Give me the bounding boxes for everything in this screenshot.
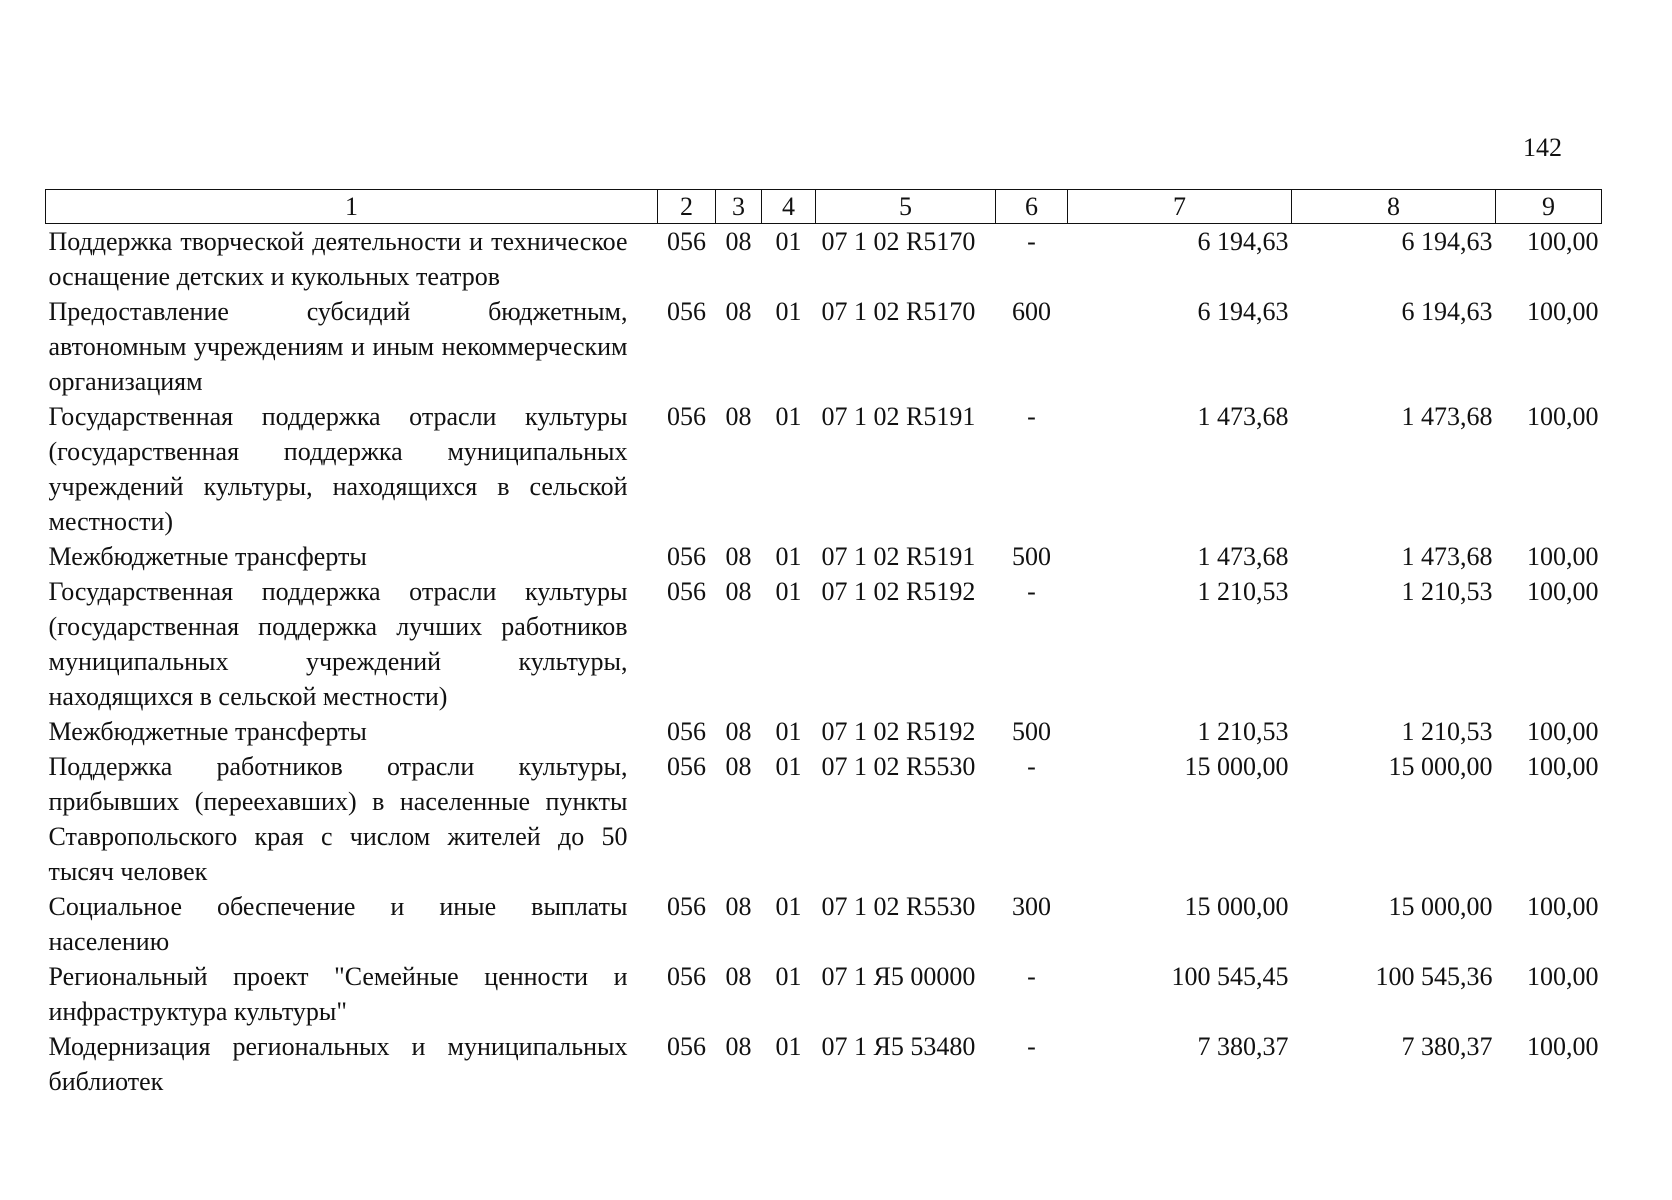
row-col-8: 6 194,63 — [1401, 227, 1493, 256]
row-col-2: 056 — [667, 1032, 706, 1061]
row-col-4: 01 — [775, 962, 802, 991]
row-col-5: 07 1 02 R5192 — [821, 577, 976, 606]
row-description: Межбюджетные трансферты — [48, 542, 367, 571]
row-col-7: 1 473,68 — [1197, 542, 1289, 571]
row-col-9: 100,00 — [1527, 402, 1599, 431]
row-col-8: 15 000,00 — [1388, 752, 1493, 781]
row-col-7: 1 210,53 — [1197, 577, 1289, 606]
row-col-4: 01 — [775, 752, 802, 781]
row-description: Поддержка работников отрасли культуры, прибывших (переехавших) в населенные пункты Ставропольского края с числом жителей до 50 тысяч человек — [48, 752, 628, 886]
row-col-5: 07 1 02 R5170 — [821, 227, 976, 256]
row-description: Государственная поддержка отрасли культуры (государственная поддержка лучших работников муниципальных учреждений культуры, находящихся в сельской местности) — [48, 577, 628, 711]
table-row — [46, 714, 1602, 749]
row-col-6: - — [1027, 402, 1036, 431]
row-col-6: 500 — [1012, 542, 1051, 571]
row-col-8: 1 210,53 — [1401, 717, 1493, 746]
row-col-2: 056 — [667, 892, 706, 921]
column-header-6: 6 — [996, 190, 1068, 224]
row-col-9: 100,00 — [1527, 962, 1599, 991]
row-col-3: 08 — [725, 542, 752, 571]
row-description: Поддержка творческой деятельности и техническое оснащение детских и кукольных театров — [48, 227, 628, 291]
table-row — [46, 959, 1602, 1029]
page-number: 142 — [1523, 133, 1562, 162]
column-header-7: 7 — [1068, 190, 1292, 224]
row-col-9: 100,00 — [1527, 1032, 1599, 1061]
row-col-6: - — [1027, 227, 1036, 256]
row-col-9: 100,00 — [1527, 542, 1599, 571]
row-col-3: 08 — [725, 717, 752, 746]
column-header-4: 4 — [762, 190, 816, 224]
row-col-7: 1 210,53 — [1197, 717, 1289, 746]
column-header-2: 2 — [658, 190, 716, 224]
row-col-6: - — [1027, 962, 1036, 991]
row-col-7: 100 545,45 — [1171, 962, 1289, 991]
row-col-5: 07 1 Я5 00000 — [821, 962, 976, 991]
row-description: Социальное обеспечение и иные выплаты населению — [48, 892, 628, 956]
row-col-6: - — [1027, 577, 1036, 606]
row-description: Региональный проект "Семейные ценности и инфраструктура культуры" — [48, 962, 628, 1026]
column-header-9: 9 — [1496, 190, 1602, 224]
row-col-8: 1 473,68 — [1401, 402, 1493, 431]
row-col-8: 15 000,00 — [1388, 892, 1493, 921]
row-col-5: 07 1 02 R5530 — [821, 892, 976, 921]
row-col-5: 07 1 02 R5191 — [821, 542, 976, 571]
row-description: Государственная поддержка отрасли культуры (государственная поддержка муниципальных учреждений культуры, находящихся в сельской местности) — [48, 402, 628, 536]
row-col-2: 056 — [667, 227, 706, 256]
row-col-5: 07 1 02 R5192 — [821, 717, 976, 746]
row-col-4: 01 — [775, 402, 802, 431]
table-row — [46, 294, 1602, 399]
row-col-2: 056 — [667, 542, 706, 571]
row-col-3: 08 — [725, 227, 752, 256]
row-col-4: 01 — [775, 717, 802, 746]
row-col-9: 100,00 — [1527, 717, 1599, 746]
table-header-row — [46, 190, 1602, 224]
row-col-8: 6 194,63 — [1401, 297, 1493, 326]
row-col-6: - — [1027, 1032, 1036, 1061]
table-row — [46, 399, 1602, 539]
row-col-3: 08 — [725, 297, 752, 326]
row-col-9: 100,00 — [1527, 752, 1599, 781]
row-col-8: 100 545,36 — [1375, 962, 1493, 991]
row-col-5: 07 1 Я5 53480 — [821, 1032, 976, 1061]
table-row — [46, 1029, 1602, 1099]
column-header-5: 5 — [816, 190, 996, 224]
column-header-3: 3 — [716, 190, 762, 224]
row-col-9: 100,00 — [1527, 577, 1599, 606]
row-col-2: 056 — [667, 297, 706, 326]
row-col-4: 01 — [775, 227, 802, 256]
row-col-5: 07 1 02 R5191 — [821, 402, 976, 431]
table-row — [46, 539, 1602, 574]
row-col-3: 08 — [725, 962, 752, 991]
table-row — [46, 224, 1602, 295]
row-description: Межбюджетные трансферты — [48, 717, 367, 746]
row-col-4: 01 — [775, 542, 802, 571]
row-col-3: 08 — [725, 1032, 752, 1061]
row-col-5: 07 1 02 R5170 — [821, 297, 976, 326]
row-col-3: 08 — [725, 577, 752, 606]
row-col-8: 1 473,68 — [1401, 542, 1493, 571]
row-col-8: 7 380,37 — [1401, 1032, 1493, 1061]
row-col-3: 08 — [725, 402, 752, 431]
budget-table — [45, 189, 1602, 1099]
column-header-8: 8 — [1292, 190, 1496, 224]
row-col-2: 056 — [667, 402, 706, 431]
row-col-7: 1 473,68 — [1197, 402, 1289, 431]
row-col-9: 100,00 — [1527, 227, 1599, 256]
row-description: Предоставление субсидий бюджетным, автономным учреждениям и иным некоммерческим организациям — [48, 297, 628, 396]
row-col-7: 6 194,63 — [1197, 297, 1289, 326]
row-col-4: 01 — [775, 577, 802, 606]
row-col-5: 07 1 02 R5530 — [821, 752, 976, 781]
table-row — [46, 749, 1602, 889]
table-row — [46, 889, 1602, 959]
row-col-7: 15 000,00 — [1184, 752, 1289, 781]
row-col-2: 056 — [667, 962, 706, 991]
row-col-6: 500 — [1012, 717, 1051, 746]
row-col-9: 100,00 — [1527, 297, 1599, 326]
row-col-7: 6 194,63 — [1197, 227, 1289, 256]
row-col-6: - — [1027, 752, 1036, 781]
row-col-7: 15 000,00 — [1184, 892, 1289, 921]
row-col-7: 7 380,37 — [1197, 1032, 1289, 1061]
column-header-1: 1 — [46, 190, 658, 224]
row-col-3: 08 — [725, 892, 752, 921]
row-col-6: 600 — [1012, 297, 1051, 326]
row-description: Модернизация региональных и муниципальных библиотек — [48, 1032, 628, 1096]
row-col-9: 100,00 — [1527, 892, 1599, 921]
row-col-4: 01 — [775, 892, 802, 921]
row-col-4: 01 — [775, 297, 802, 326]
row-col-4: 01 — [775, 1032, 802, 1061]
table-row — [46, 574, 1602, 714]
row-col-8: 1 210,53 — [1401, 577, 1493, 606]
row-col-3: 08 — [725, 752, 752, 781]
row-col-2: 056 — [667, 752, 706, 781]
row-col-2: 056 — [667, 577, 706, 606]
row-col-6: 300 — [1012, 892, 1051, 921]
row-col-2: 056 — [667, 717, 706, 746]
